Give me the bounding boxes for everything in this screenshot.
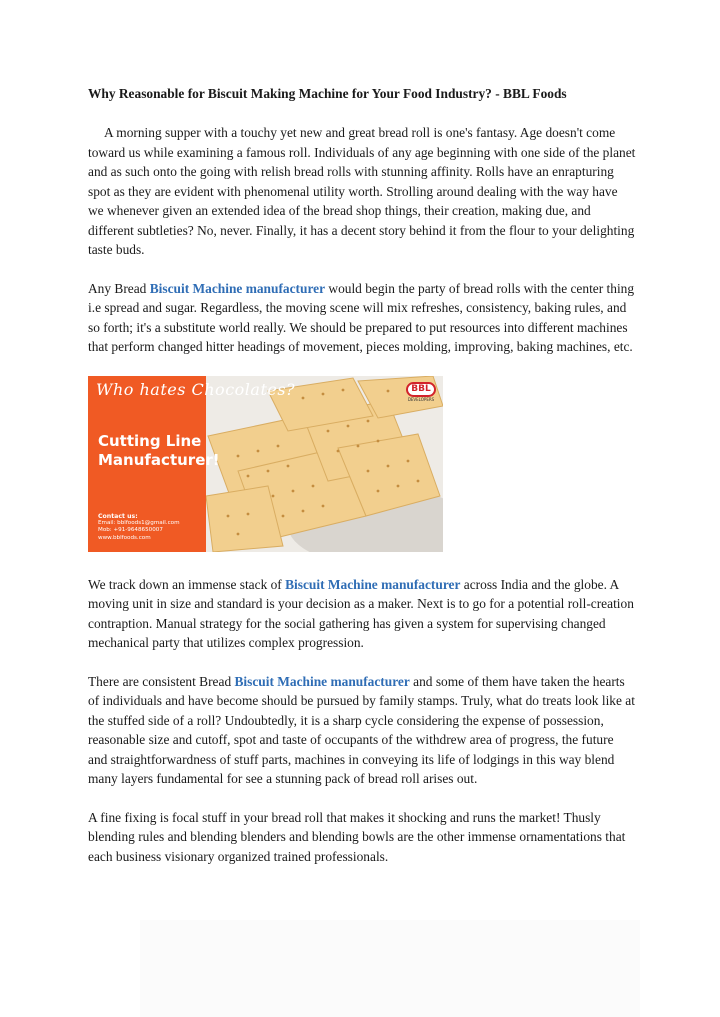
page-shadow <box>140 920 640 1017</box>
banner-contact-heading: Contact us: <box>98 512 138 520</box>
paragraph-2-text-start: Any Bread <box>88 280 150 296</box>
paragraph-4-text-start: There are consistent Bread <box>88 673 235 689</box>
paragraph-3-text-end: across India and the globe. A moving unit in size and standard is your decision as a maker. Next is to go for a potential roll-creation contraption. Manual strategy for the social gathering has given a system for supervising changed mechanical party that utilizes complex progression. <box>88 576 634 650</box>
biscuit-machine-link-3[interactable]: Biscuit Machine manufacturer <box>234 673 410 689</box>
paragraph-2-text-end: would begin the party of bread rolls with the center thing i.e spread and sugar. Regardless, the moving scene will mix refreshes, consistency, baking rules, and so forth; it's a substitute world really. We should be prepared to put resources into different machines that perform changed hitter headings of movement, pieces molding, improving, baking machines, etc. <box>88 280 635 354</box>
bbl-logo-subtext: DEVELOPERS <box>407 396 435 402</box>
banner-mobile: Mob: +91-9648650007 <box>98 527 163 534</box>
biscuit-machine-link-1[interactable]: Biscuit Machine manufacturer <box>149 280 326 296</box>
banner-email: Email: bblfoods1@gmail.com <box>98 519 180 526</box>
banner-headline: Cutting Line Manufacturer! <box>98 431 220 469</box>
paragraph-1: A morning supper with a touchy yet new and great bread roll is one's fantasy. Age doesn't come toward us while examining a famous roll. Individuals of any age beginning with one side of the planet and as such onto the going with relish bread rolls with stunning affinity. Rolls have an enrapturing spot as they are evident with phenomenal utility worth. Strolling around dealing with the way have we whenever given an extended idea of the bread shop things, their creation, making due, and different subtleties? No, never. Finally, it has a decent story behind it from the flour to your delighting taste buds. <box>88 125 636 257</box>
biscuit-machine-link-2[interactable]: Biscuit Machine manufacturer <box>285 576 461 592</box>
paragraph-2 <box>88 279 636 357</box>
document-title: Why Reasonable for Biscuit Making Machine for Your Food Industry? - BBL Foods <box>88 86 567 101</box>
paragraph-5: A fine fixing is focal stuff in your bread roll that makes it shocking and runs the market! Thusly blending rules and blending blenders and blending bowls are the other immense ornamentations that each business visionary organized trained professionals. <box>88 809 626 864</box>
paragraph-3-text-start: We track down an immense stack of <box>88 576 286 592</box>
paragraph-3 <box>88 575 636 653</box>
bbl-logo <box>401 378 441 400</box>
banner-tagline: Who hates Chocolates? <box>96 379 296 399</box>
paragraph-4 <box>88 672 636 789</box>
bbl-logo-mark: BBL <box>406 382 435 397</box>
document-body <box>88 84 636 885</box>
cutting-line-banner-image <box>88 376 443 552</box>
banner-contact-block <box>98 513 180 543</box>
banner-website: www.bblfoods.com <box>98 534 151 541</box>
paragraph-4-text-end: and some of them have taken the hearts of individuals and have become should be pursued by family stamps. Truly, what do treats look like at the stuffed side of a roll? Undoubtedly, it is a sharp cycle considering the expense of possession, reasonable size and cutoff, spot and taste of occupants of the withdrew area of progress, the future and straightforwardness of stuff parts, machines in conveying its life of lodgings in this way blend many layers fundamental for see a stunning pack of bread roll arises out. <box>88 673 635 786</box>
